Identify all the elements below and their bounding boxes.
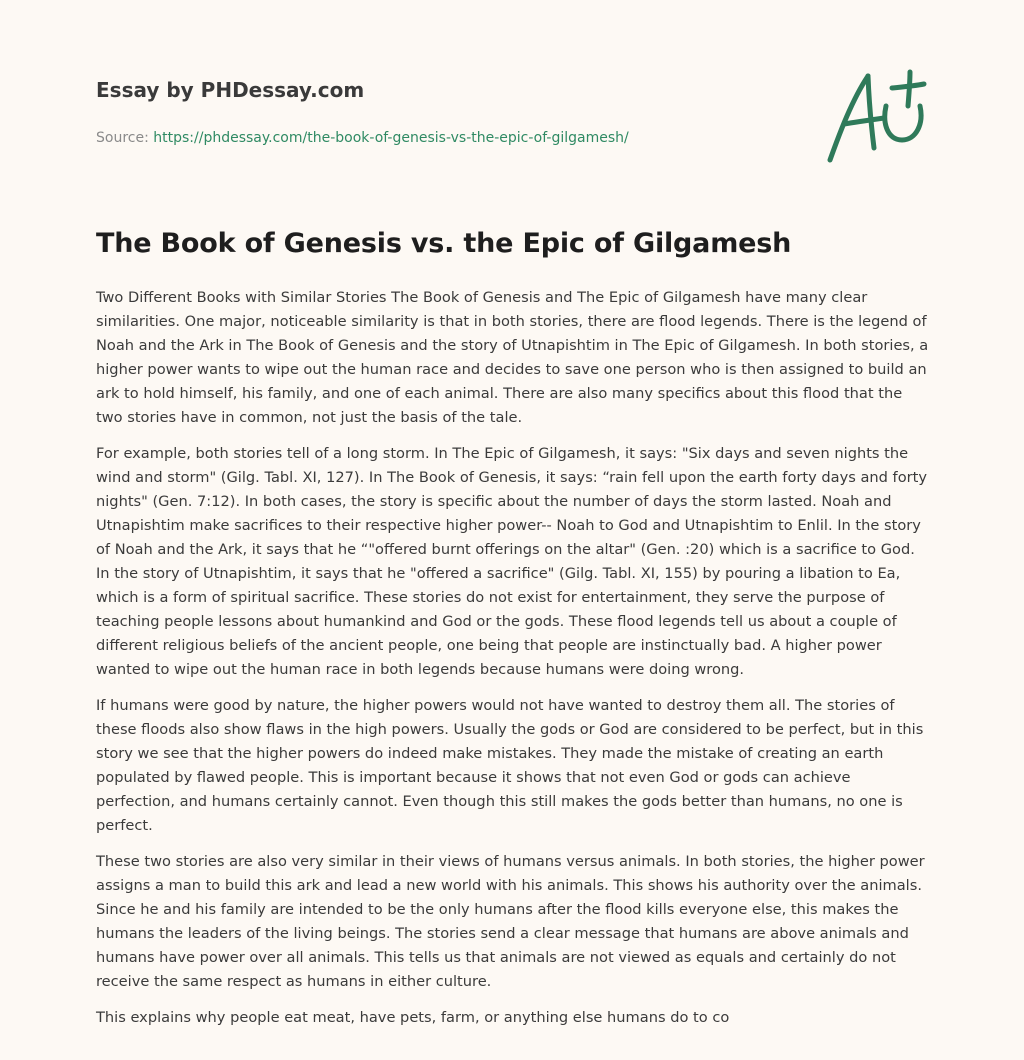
header	[96, 76, 796, 148]
essay-paragraph: This explains why people eat meat, have pets, farm, or anything else humans do to co	[96, 1009, 730, 1026]
source-label: Source:	[96, 130, 154, 146]
source-link[interactable]: https://phdessay.com/the-book-of-genesis-vs-the-epic-of-gilgamesh/	[153, 130, 629, 146]
site-brand: Essay by PHDessay.com	[96, 78, 365, 102]
essay-body	[96, 286, 932, 1042]
essay-paragraph: These two stories are also very similar in their views of humans versus animals. In both stories, the higher power assigns a man to build this ark and lead a new world with his animals. This shows his authority over the animals. Since he and his family are intended to be the only humans after the flood kills everyone else, this makes the humans the leaders of the living beings. The stories send a clear message that humans are above animals and humans have power over all animals. This tells us that animals are not viewed as equals and certainly do not receive the same respect as humans in either culture.	[96, 853, 925, 990]
source-line	[96, 128, 796, 148]
a-plus-grade-logo	[822, 66, 932, 166]
essay-title: The Book of Genesis vs. the Epic of Gilgamesh	[96, 228, 792, 259]
essay-paragraph: Two Different Books with Similar Stories The Book of Genesis and The Epic of Gilgamesh have many clear similarities. One major, noticeable similarity is that in both stories, there are flood legends. There is the legend of Noah and the Ark in The Book of Genesis and the story of Utnapishtim in The Epic of Gilgamesh. In both stories, a higher power wants to wipe out the human race and decides to save one person who is then assigned to build an ark to hold himself, his family, and one of each animal. There are also many specifics about this flood that the two stories have in common, not just the basis of the tale.	[96, 289, 929, 426]
essay-paragraph: If humans were good by nature, the higher powers would not have wanted to destroy them all. The stories of these floods also show flaws in the high powers. Usually the gods or God are considered to be perfect, but in this story we see that the higher powers do indeed make mistakes. They made the mistake of creating an earth populated by flawed people. This is important because it shows that not even God or gods can achieve perfection, and humans certainly cannot. Even though this still makes the gods better than humans, no one is perfect.	[96, 697, 924, 834]
essay-paragraph: For example, both stories tell of a long storm. In The Epic of Gilgamesh, it says: "Six days and seven nights the wind and storm" (Gilg. Tabl. XI, 127). In The Book of Genesis, it says: “rain fell upon the earth forty days and forty nights" (Gen. 7:12). In both cases, the story is specific about the number of days the storm lasted. Noah and Utnapishtim make sacrifices to their respective higher power-- Noah to God and Utnapishtim to Enlil. In the story of Noah and the Ark, it says that he “"offered burnt offerings on the altar" (Gen. :20) which is a sacrifice to God. In the story of Utnapishtim, it says that he "offered a sacrifice" (Gilg. Tabl. XI, 155) by pouring a libation to Ea, which is a form of spiritual sacrifice. These stories do not exist for entertainment, they serve the purpose of teaching people lessons about humankind and God or the gods. These flood legends tell us about a couple of different religious beliefs of the ancient people, one being that people are instinctually bad. A higher power wanted to wipe out the human race in both legends because humans were doing wrong.	[96, 445, 927, 678]
